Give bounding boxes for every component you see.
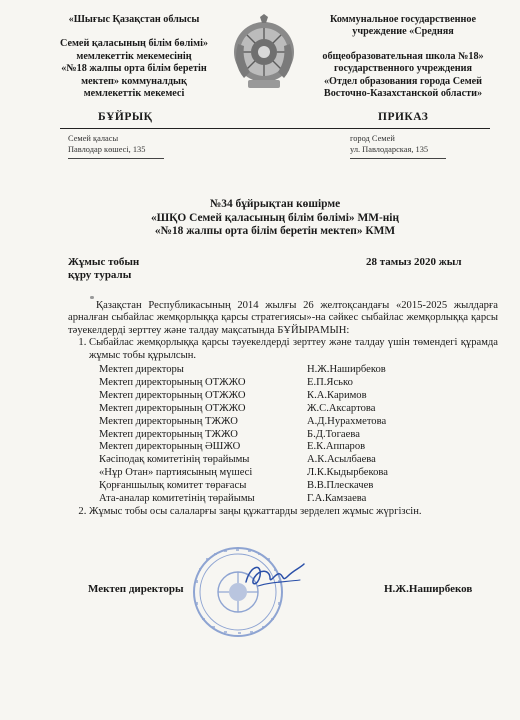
working-group-rows [99,364,388,506]
handwritten-signature-icon [240,552,310,596]
header-divider [60,128,490,129]
subject-line2: құру туралы [68,268,132,281]
address-kz [68,133,145,155]
header-right-line1: Коммунальное государственное [329,14,477,25]
city-ru: город Семей [350,134,395,143]
title-line1: №34 бұйрықтан көшірме [209,198,341,210]
header-left-line1: «Шығыс Қазақстан облысы [68,14,200,25]
address-ru-underline [350,158,446,159]
working-group-row [99,441,388,454]
order-label-kz: БҰЙРЫҚ [98,111,153,123]
order-intro: Қазақстан Республикасының 2014 жылғы 26 желтоқсандағы «2015-2025 жылдарға арналған сыбайлас жемқорлыққа қарсы стратегиясы»-на сәйкес сыбайлас жемқорлыққа қарсы тәуекелдерді зерттеу және талдау мақсатында БҰЙЫРАМЫН: [68,300,498,336]
working-group-table [99,364,388,506]
header-left-kz [40,14,228,100]
header-left-line5: мектеп» коммуналдық [81,75,187,87]
header-right-line2: учреждение «Средняя [352,26,454,38]
member-name: Г.А.Камзаева [307,493,367,505]
member-role: Мектеп директорының ОТЖЖО [99,376,246,388]
kazakhstan-emblem-icon [230,14,298,94]
street-ru: ул. Павлодарская, 135 [350,145,429,154]
member-name: Е.К.Аппаров [307,441,366,453]
member-role: Мектеп директорының ОТЖЖО [99,402,246,414]
member-name: В.В.Плескачев [307,480,374,492]
member-name: Л.К.Кыдырбекова [307,467,388,479]
city-kz: Семей қаласы [68,134,119,143]
order-item-1-text: Сыбайлас жемқорлыққа қарсы тәуекелдерді зерттеу және талдау үшін төмендегі құрамда жұмыс тобы құрылсын. [89,337,498,361]
member-role: Қорғаншылық комитет төрағасы [99,480,247,492]
member-name: Ж.С.Аксартова [307,402,376,414]
working-group-row [99,377,388,390]
working-group-row [99,454,388,467]
working-group-row [99,493,388,506]
member-role: «Нұр Отан» партиясының мүшесі [99,467,253,479]
order-body [68,300,498,518]
header-left-line4: «№18 жалпы орта білім беретін [61,63,207,75]
member-name: Б.Д.Тогаева [307,428,360,440]
header-left-line6: мемлекеттік мекемесі [83,88,185,100]
header-right-line3: общеобразовательная школа №18» [322,50,484,62]
header-right-line6: Восточно-Казахстанской области» [323,88,483,100]
order-item-1 [89,337,498,506]
header-left-line2: Семей қаласының білім бөлімі» [59,38,208,50]
member-role: Ата-аналар комитетінің төрайымы [99,493,255,505]
address-ru [350,133,428,155]
member-name: А.Д.Нурахметова [307,415,387,427]
working-group-row [99,390,388,403]
title-line3: «№18 жалпы орта білім беретін мектеп» КММ [154,225,396,238]
working-group-row [99,403,388,416]
signatory-role: Мектеп директоры [88,583,184,595]
header-right-line4: государственного учреждения [334,63,472,75]
scan-speck [90,296,94,299]
order-label-ru: ПРИКАЗ [378,111,429,123]
title-line2: «ШҚО Семей қаласының білім бөлімі» ММ-нің [150,211,400,224]
subject-line1: Жұмыс тобын [68,256,140,268]
member-role: Мектеп директорының ОТЖЖО [99,389,246,401]
working-group-row [99,480,388,493]
working-group-row [99,364,388,377]
header-left-line3: мемлекеттік мекемесінің [76,50,192,62]
member-name: А.К.Асылбаева [307,454,376,466]
member-name: Е.П.Ясько [307,376,353,388]
member-role: Мектеп директорының ӘШЖО [99,441,241,453]
order-date: 28 тамыз 2020 жыл [366,256,462,268]
order-subject [68,256,139,281]
street-kz: Павлодар көшесі, 135 [68,145,146,154]
member-name: Н.Ж.Наширбеков [307,364,386,376]
signatory-name: Н.Ж.Наширбеков [384,583,473,595]
member-role: Мектеп директорының ТЖЖО [99,428,238,440]
order-items [68,337,498,518]
order-item-2 [89,506,498,518]
address-kz-underline [68,158,164,159]
working-group-row [99,467,388,480]
member-role: Мектеп директорының ТЖЖО [99,415,238,427]
document-title [100,198,450,239]
header-right-ru [296,14,510,100]
header-right-line5: «Отдел образования города Семей [323,75,483,87]
member-name: К.А.Каримов [307,389,367,401]
member-role: Кәсіподақ комитетінің төрайымы [99,454,250,466]
working-group-row [99,429,388,442]
order-item-2-text: Жұмыс тобы осы салаларғы заңы құжаттарды зерделеп жұмыс жүргізсін. [89,506,422,517]
member-role: Мектеп директоры [99,364,184,376]
working-group-row [99,416,388,429]
